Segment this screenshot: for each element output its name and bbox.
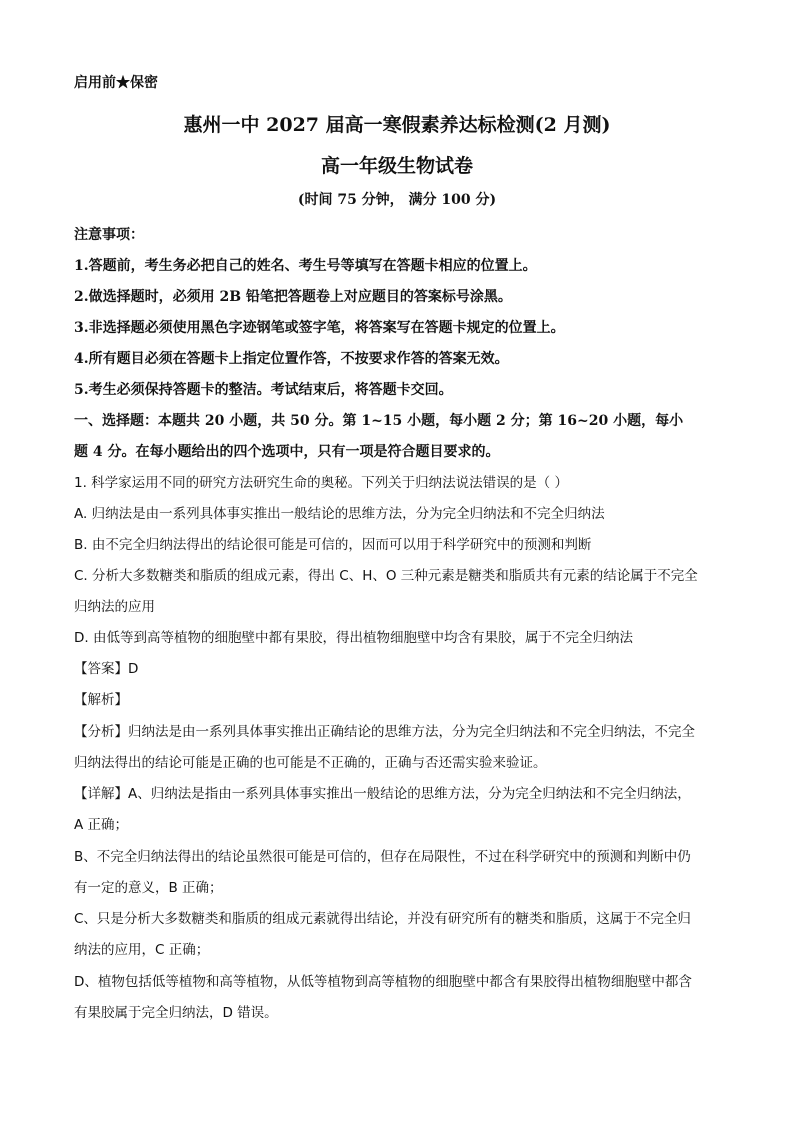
section-instructions-line1: 一、选择题：本题共 20 小题，共 50 分。第 1~15 小题，每小题 2 分；第 16~20 小题，每小 (74, 413, 684, 429)
notice-heading: 注意事项： (74, 227, 144, 243)
exam-subtitle: 高一年级生物试卷 (320, 155, 473, 177)
detail-line-a1 (74, 788, 691, 802)
detail-a-text: A、归纳法是指由一系列具体事实推出一般结论的思维方法，分为完全归纳法和不完全归纳法， (128, 786, 691, 802)
option-a: A. 归纳法是由一系列具体事实推出一般结论的思维方法，分为完全归纳法和不完全归纳法 (74, 506, 605, 522)
notice-item: 2.做选择题时，必须用 2B 铅笔把答题卷上对应题目的答案标号涂黑。 (74, 289, 512, 305)
exam-title: 惠州一中 2027 届高一寒假素养达标检测(2 月测) (183, 114, 611, 136)
option-b: B. 由不完全归纳法得出的结论很可能是可信的，因而可以用于科学研究中的预测和判断 (74, 537, 592, 553)
section-instructions-line2: 题 4 分。在每小题给出的四个选项中，只有一项是符合题目要求的。 (74, 444, 500, 460)
analysis-label: 【分析】 (74, 724, 128, 740)
confidential-label: 启用前★保密 (74, 75, 158, 91)
question-stem: 1. 科学家运用不同的研究方法研究生命的奥秘。下列关于归纳法说法错误的是（ ） (74, 475, 568, 491)
analysis-line1 (74, 726, 695, 740)
detail-line-b2: 有一定的意义，B 正确； (74, 880, 223, 896)
notice-item: 1.答题前，考生务必把自己的姓名、考生号等填写在答题卡相应的位置上。 (74, 258, 537, 274)
answer-value: D (128, 661, 139, 677)
detail-line-d2: 有果胶属于完全归纳法，D 错误。 (74, 1005, 278, 1021)
option-c: C. 分析大多数糖类和脂质的组成元素，得出 C、H、O 三种元素是糖类和脂质共有元素的结论属于不完全 (74, 568, 698, 584)
explanation-heading: 【解析】 (74, 692, 128, 708)
analysis-line2: 归纳法得出的结论可能是正确的也可能是不正确的，正确与否还需实验来验证。 (74, 755, 547, 771)
notice-item: 3.非选择题必须使用黑色字迹钢笔或签字笔，将答案写在答题卡规定的位置上。 (74, 320, 565, 336)
detail-line-d1: D、植物包括低等植物和高等植物，从低等植物到高等植物的细胞壁中都含有果胶得出植物细胞壁中都含 (74, 974, 692, 990)
detail-line-b1: B、不完全归纳法得出的结论虽然很可能是可信的，但存在局限性，不过在科学研究中的预测和判断中仍 (74, 849, 691, 865)
notice-item: 5.考生必须保持答题卡的整洁。考试结束后，将答题卡交回。 (74, 382, 453, 398)
detail-line-c2: 纳法的应用，C 正确； (74, 942, 210, 958)
option-c-continued: 归纳法的应用 (74, 599, 155, 615)
time-score-info: (时间 75 分钟， 满分 100 分) (297, 192, 497, 208)
answer-line (74, 663, 138, 677)
option-d: D. 由低等到高等植物的细胞壁中都有果胶，得出植物细胞壁中均含有果胶，属于不完全归纳法 (74, 630, 633, 646)
answer-label: 【答案】 (74, 661, 128, 677)
notice-item: 4.所有题目必须在答题卡上指定位置作答，不按要求作答的答案无效。 (74, 351, 509, 367)
detail-line-a2: A 正确； (74, 817, 129, 833)
analysis-text: 归纳法是由一系列具体事实推出正确结论的思维方法，分为完全归纳法和不完全归纳法，不完全 (128, 724, 695, 740)
detail-label: 【详解】 (74, 786, 128, 802)
detail-line-c1: C、只是分析大多数糖类和脂质的组成元素就得出结论，并没有研究所有的糖类和脂质，这属于不完全归 (74, 911, 691, 927)
